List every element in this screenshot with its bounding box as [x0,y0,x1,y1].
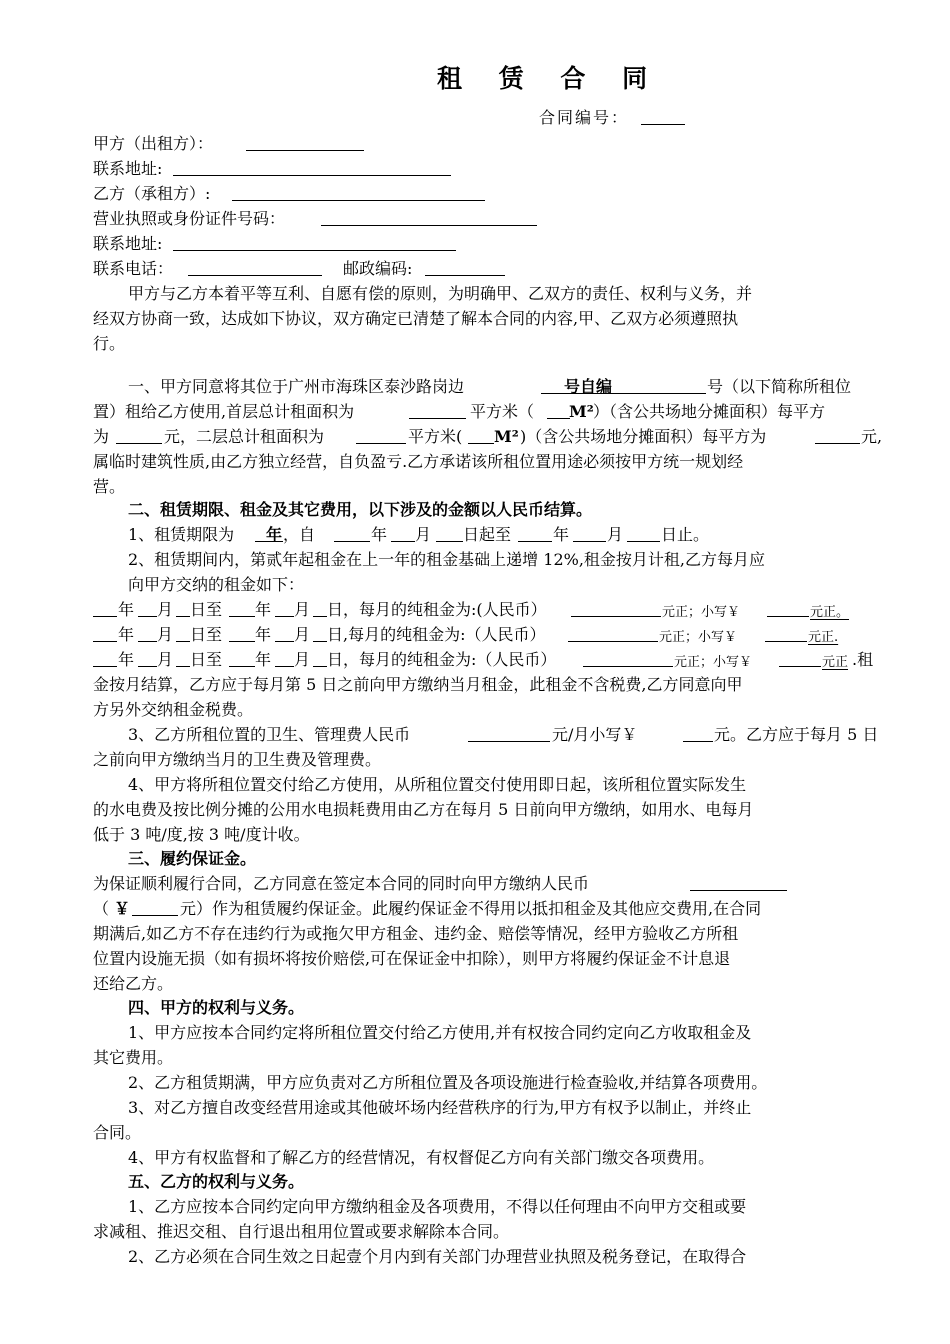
clause1-number-label: 号自编 [564,377,613,396]
rent-row-text: 日至 [190,650,223,669]
party-b-label: 乙方（承租方）: [93,184,211,203]
start-month-blank[interactable] [391,541,415,542]
party-a-duty: 其它费用。 [93,1048,174,1067]
rent-note: 金按月结算，乙方应于每月第 5 日之前向甲方缴纳当月租金，此租金不含税费,乙方同意向甲 [93,675,743,694]
party-a-address-label: 联系地址: [93,159,163,178]
party-b-blank[interactable] [232,200,485,201]
rent-amount-blank[interactable] [571,616,661,617]
section2-heading: 二、租赁期限、租金及其它费用，以下涉及的金额以人民币结算。 [128,500,593,519]
deposit-text: 元）作为租赁履约保证金。此履约保证金不得用以抵扣租金及其他应交费用,在合同 [180,899,762,918]
rent-row-blank[interactable] [229,641,255,642]
party-a-blank[interactable] [246,150,364,151]
clause1-text: 为 [93,427,110,446]
party-a-duty: 合同。 [93,1123,142,1142]
clause1-text: 号（以下简称所租位 [707,377,852,396]
rent-row-blank[interactable] [138,616,157,617]
rent-note: 方另外交纳租金税费。 [93,700,254,719]
preamble-line: 行。 [93,334,126,353]
ground-area-m2-blank[interactable] [547,418,570,419]
rent-row-blank[interactable] [176,666,190,667]
rent-row-blank[interactable] [313,616,327,617]
management-fee-text: 元/月小写￥ [552,725,638,744]
lease-term-text: 日止。 [661,525,710,544]
rent-row-text: 日,每月的纯租金为:（人民币） [327,625,546,644]
rent-amount-small-blank[interactable] [767,616,809,617]
party-b-duty: 2、乙方必须在合同生效之日起壹个月内到有关部门办理营业执照及税务登记，在取得合 [128,1247,747,1266]
lease-term-text: 年 [371,525,388,544]
rent-row-small: 元正；小写￥ [662,605,741,620]
lease-term-text: 月 [415,525,432,544]
utilities-text: 的水电费及按比例分摊的公用水电损耗费用由乙方在每月 5 日前向甲方缴纳，如用水、电每月 [93,800,754,819]
rent-row-text: 月 [157,625,174,644]
party-b-duty: 求减租、推迟交租、自行退出租用位置或要求解除本合同。 [93,1222,510,1241]
clause1-text: 置）租给乙方使用,首层总计租面积为 [93,402,355,421]
rent-row-blank[interactable] [176,641,190,642]
clause1-text: 平方米( [408,427,463,446]
party-a-address-blank[interactable] [173,175,451,176]
phone-label: 联系电话： [93,259,174,278]
preamble-line: 甲方与乙方本着平等互利、自愿有偿的原则，为明确甲、乙双方的责任、权利与义务，并 [128,284,753,303]
rent-row-text: 年 [255,625,272,644]
clause1-text: )（含公共场地分摊面积）每平方为 [520,427,767,446]
license-id-label: 营业执照或身份证件号码： [93,209,286,228]
deposit-amount-blank[interactable] [690,890,787,891]
rent-row-text: 月 [294,650,311,669]
lease-term-text: 1、租赁期限为 [128,525,235,544]
rent-row-small: 元正. [808,630,839,645]
deposit-text: 还给乙方。 [93,974,174,993]
postcode-label: 邮政编码: [343,259,413,278]
deposit-text: 期满后,如乙方不存在违约行为或拖欠甲方租金、违约金、赔偿等情况，经甲方验收乙方所租 [93,924,739,943]
rent-increase-text: 2、租赁期间内，第贰年起租金在上一年的租金基础上递增 12%,租金按月计租,乙方每月应 [128,550,766,569]
party-a-duty: 2、乙方租赁期满，甲方应负责对乙方所租位置及各项设施进行检查验收,并结算各项费用。 [128,1073,768,1092]
rent-row-blank[interactable] [229,666,255,667]
rent-row-blank[interactable] [229,616,255,617]
rent-row-text: 月 [294,625,311,644]
party-a-label: 甲方（出租方）： [93,134,214,153]
rent-amount-small-blank[interactable] [765,641,807,642]
rent-row-small: 元正 [822,655,849,670]
management-fee-text: 3、乙方所租位置的卫生、管理费人民币 [128,725,411,744]
rent-amount-small-blank[interactable] [779,666,821,667]
document-title: 租 赁 合 同 [437,64,662,93]
rent-row-blank[interactable] [93,641,117,642]
rent-row-blank[interactable] [275,641,294,642]
rent-increase-text: 向甲方交纳的租金如下： [128,575,305,594]
rent-row-blank[interactable] [93,666,117,667]
management-fee-small-blank[interactable] [683,741,713,742]
rent-row-text: 年 [255,600,272,619]
utilities-text: 低于 3 吨/度,按 3 吨/度计收。 [93,825,310,844]
section3-heading: 三、履约保证金。 [128,849,257,868]
clause1-text: 元, [861,427,883,446]
rent-row-text: 月 [157,650,174,669]
rent-row-blank[interactable] [313,641,327,642]
start-year-blank[interactable] [334,541,370,542]
phone-blank[interactable] [188,275,322,276]
rent-row-text: 日至 [190,625,223,644]
rent-row-text: 日，每月的纯租金为:(人民币） [327,600,547,619]
clause1-text: 元，二层总计租面积为 [164,427,325,446]
rent-row-text: 年 [118,625,135,644]
lease-term-year: 年 [266,525,283,544]
rent-row-small: 元正；小写￥ [659,630,738,645]
ground-unit-price-blank[interactable] [116,443,162,444]
end-year-blank[interactable] [518,541,552,542]
license-id-blank[interactable] [321,225,537,226]
start-day-blank[interactable] [436,541,463,542]
rent-row-text: 月 [294,600,311,619]
deposit-text: （ [93,899,110,918]
rent-row-blank[interactable] [93,616,117,617]
party-b-address-label: 联系地址: [93,234,163,253]
deposit-text: 为保证顺利履行合同，乙方同意在签定本合同的同时向甲方缴纳人民币 [93,874,590,893]
second-floor-area-blank[interactable] [356,443,406,444]
clause1-text: ）（含公共场地分摊面积）每平方 [593,402,826,421]
rent-row-blank[interactable] [138,666,157,667]
clause1-text: 营。 [93,477,126,496]
rent-row-text: 年 [118,650,135,669]
rent-row-text: 年 [118,600,135,619]
lease-term-text: 日起至 [463,525,512,544]
lease-term-text: ，自 [283,525,316,544]
party-b-duty: 1、乙方应按本合同约定向甲方缴纳租金及各项费用，不得以任何理由不向甲方交租或要 [128,1197,747,1216]
lease-term-text: 月 [607,525,624,544]
management-fee-text: 之前向甲方缴纳当月的卫生费及管理费。 [93,750,382,769]
rent-amount-blank[interactable] [583,666,673,667]
rent-row-blank[interactable] [138,641,157,642]
rent-row-text: 日，每月的纯租金为:（人民币） [327,650,557,669]
clause1-unit: M² [569,402,594,421]
preamble-line: 经双方协商一致，达成如下协议，双方确定已清楚了解本合同的内容,甲、乙双方必须遵照执 [93,309,739,328]
second-floor-m2-blank[interactable] [468,443,494,444]
rent-amount-blank[interactable] [568,641,658,642]
rent-row-text: 年 [255,650,272,669]
clause1-text: 属临时建筑性质,由乙方独立经营，自负盈亏.乙方承诺该所租位置用途必须按甲方统一规划经 [93,452,744,471]
rent-row-blank[interactable] [275,616,294,617]
rent-row-small: 元正。 [810,605,850,620]
rent-row-small: 元正；小写￥ [674,655,753,670]
party-a-duty: 3、对乙方擅自改变经营用途或其他破坏场内经营秩序的行为,甲方有权予以制止，并终止 [128,1098,752,1117]
clause1-text: 一、甲方同意将其位于广州市海珠区泰沙路岗边 [128,377,465,396]
party-b-address-blank[interactable] [173,250,456,251]
clause1-text: 平方米（ [470,402,535,421]
rent-row-text: .租 [852,650,874,669]
management-fee-blank[interactable] [468,741,550,742]
contract-number-label: 合同编号： [539,108,630,127]
deposit-text: 位置内设施无损（如有损坏将按价赔偿,可在保证金中扣除），则甲方将履约保证金不计息退 [93,949,731,968]
rent-row-blank[interactable] [275,666,294,667]
party-a-duty: 1、甲方应按本合同约定将所租位置交付给乙方使用,并有权按合同约定向乙方收取租金及 [128,1023,752,1042]
rent-row-text: 月 [157,600,174,619]
section5-heading: 五、乙方的权利与义务。 [128,1172,305,1191]
end-day-blank[interactable] [627,541,660,542]
section4-heading: 四、甲方的权利与义务。 [128,998,305,1017]
rent-row-blank[interactable] [176,616,190,617]
utilities-text: 4、甲方将所租位置交付给乙方使用，从所租位置交付使用即日起，该所租位置实际发生 [128,775,747,794]
rent-row-blank[interactable] [313,666,327,667]
lease-term-text: 年 [553,525,570,544]
management-fee-text: 元。乙方应于每月 5 日 [714,725,879,744]
rent-row-text: 日至 [190,600,223,619]
clause1-unit: M² [494,427,519,446]
party-a-duty: 4、甲方有权监督和了解乙方的经营情况，有权督促乙方向有关部门缴交各项费用。 [128,1148,715,1167]
deposit-small-blank[interactable] [132,915,178,916]
deposit-yen: ￥ [114,899,131,918]
postcode-blank[interactable] [425,275,505,276]
second-floor-price-blank[interactable] [815,443,860,444]
contract-number-blank[interactable] [641,124,685,125]
end-month-blank[interactable] [573,541,606,542]
ground-area-blank[interactable] [409,418,466,419]
